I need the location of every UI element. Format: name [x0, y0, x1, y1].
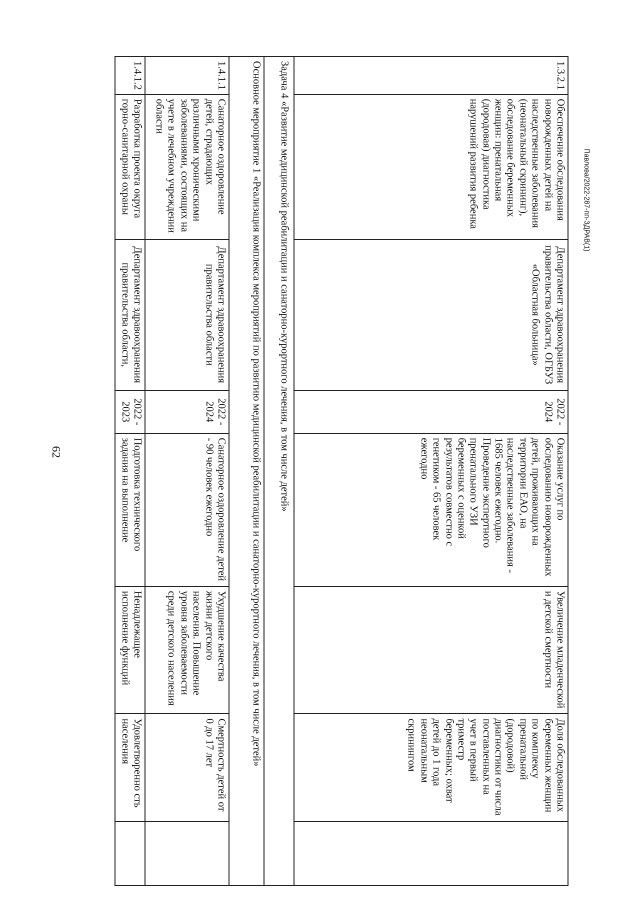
period-cell: 2022 - 2024: [145, 390, 229, 433]
result-cell: Оказание услуг по обследованию новорожденных детей, проживающих на территории ЕАО, на наследственные заболевания - 1685 человек ежегодно. Проведение экспертного пренатального УЗИ беременных с оценкой результатов совместно с генетиком - 65 человек ежегодно: [294, 433, 568, 586]
extra-cell: [145, 821, 229, 885]
result-cell: Подготовка технического задания на выполнение: [115, 433, 145, 586]
executor-cell: Департамент здравоохранения правительства области, ОГБУЗ «Областная больница»: [294, 239, 568, 390]
period-cell: 2022 - 2023: [115, 390, 145, 433]
footer-reference: Павлова/2022-287-пп-ЗДРАВ(1): [582, 148, 590, 252]
extra-cell: [115, 821, 145, 885]
section-row: [229, 57, 264, 886]
consequence-cell: Ненадлежащее исполнение функций: [115, 586, 145, 714]
indicator-cell: Смертность детей от 0 до 17 лет: [145, 714, 229, 821]
task-heading: Задача 4 «Развитие медицинской реабилитации и санаторно-курортного лечения, в том числе детей»: [264, 57, 294, 886]
activity-cell: Обеспечение обследования новорожденных детей на наследственные заболевания (неонатальный скрининг), обследование беременных женщин: пренатальная (дородовая) диагностика нарушений развития ребенка: [294, 94, 568, 239]
table-row: [145, 57, 229, 886]
executor-cell: Департамент здравоохранения правительства области: [145, 239, 229, 390]
activity-cell: Санаторное оздоровление детей, страдающих различными хроническими заболеваниями, состоящих на учете в лечебном учреждении области: [145, 94, 229, 239]
activity-cell: Разработка проекта округа горно-санитарной охраны: [115, 94, 145, 239]
table-row: [115, 57, 145, 886]
executor-cell: Департамент здравоохранения правительства области,: [115, 239, 145, 390]
row-code: 1.4.1.2: [115, 57, 145, 95]
program-table: [115, 56, 569, 886]
rotated-table-wrapper: [86, 56, 569, 886]
consequence-cell: Ухудшение качества жизни детского населения. Повышение уровня заболеваемости среди детского населения: [145, 586, 229, 714]
period-cell: 2022 - 2024: [294, 390, 568, 433]
row-code: 1.3.2.1: [294, 57, 568, 95]
result-cell: Санаторное оздоровление детей - 90 человек ежегодно: [145, 433, 229, 586]
page-number: 62: [49, 446, 64, 458]
row-code: 1.4.1.1: [145, 57, 229, 95]
section-row: [264, 57, 294, 886]
indicator-cell: Удовлетворенно сть населения: [115, 714, 145, 821]
table-row: [294, 57, 568, 886]
consequence-cell: Увеличение младенческой и детской смертности: [294, 586, 568, 714]
extra-cell: [294, 821, 568, 885]
main-event-heading: Основное мероприятие 1 «Реализация комплекса мероприятий по развитию медицинской реабилитации и санаторно-курортного лечения, в том числе детей»: [229, 57, 264, 886]
indicator-cell: Доля обследованных беременных женщин по комплексу пренатальной (дородовой) диагностики от числа поставленных на учет в первый триместр беременных; охват детей до 1 года неонатальным скринингом: [294, 714, 568, 821]
